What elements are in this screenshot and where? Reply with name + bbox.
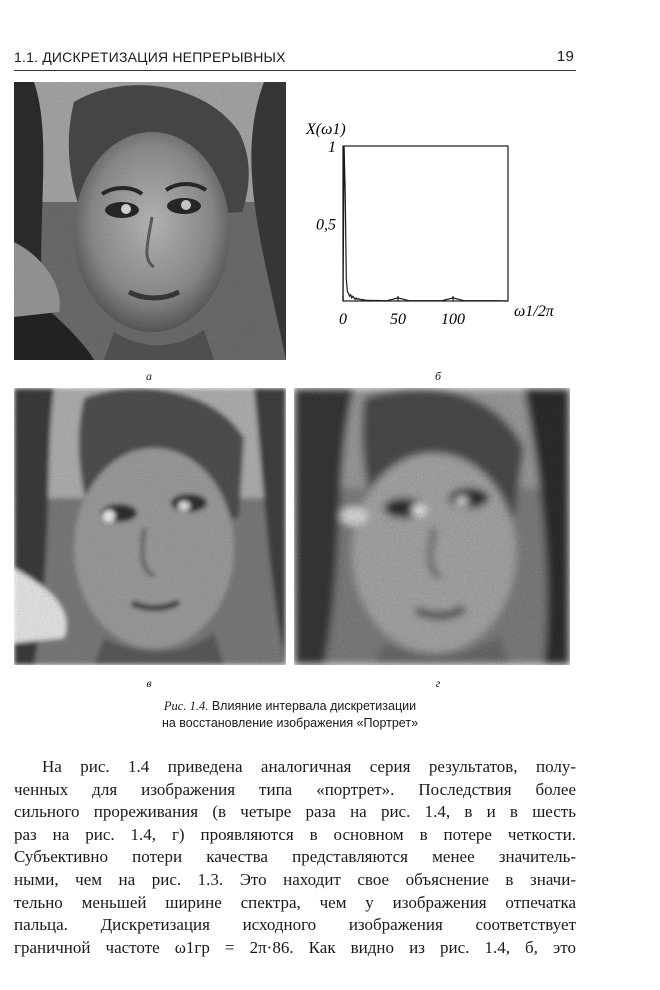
panel-label-a: а bbox=[146, 369, 152, 383]
body-line: ными, чем на рис. 1.3. Это находит свое объяснение в значи- bbox=[14, 869, 576, 889]
portrait-photo-icon bbox=[14, 388, 286, 665]
page-number: 19 bbox=[556, 48, 574, 65]
y-tick-label-1: 1 bbox=[328, 139, 336, 156]
figure-reference: Рис. 1.4. bbox=[163, 699, 209, 713]
y-axis-label: X(ω1) bbox=[306, 121, 346, 138]
x-axis-label: ω1/2π bbox=[514, 303, 554, 320]
section-title: 1.1. ДИСКРЕТИЗАЦИЯ НЕПРЕРЫВНЫХ bbox=[14, 49, 286, 65]
panel-label-v: в bbox=[146, 676, 152, 690]
x-tick-label-1: 50 bbox=[390, 311, 406, 328]
plot-frame bbox=[343, 146, 508, 301]
y-tick-label-0: 0,5 bbox=[316, 216, 336, 234]
body-line: тельно меньшей ширине спектра, чем у изображения отпечатка bbox=[14, 892, 576, 912]
running-header bbox=[14, 46, 574, 70]
spectrum-series-line bbox=[343, 146, 508, 301]
body-line: На рис. 1.4 приведена аналогичная серия результатов, полу- bbox=[42, 757, 576, 776]
x-tick-label-2: 100 bbox=[441, 311, 465, 328]
body-line: граничной частоте ω1гр = 2π·86. Как видно из рис. 1.4, б, это bbox=[14, 937, 576, 957]
body-paragraph bbox=[14, 756, 576, 959]
header-rule bbox=[14, 70, 576, 71]
body-line: Субъективно потери качества представляются менее значитель- bbox=[14, 847, 576, 867]
caption-line-1: Влияние интервала дискретизации bbox=[211, 699, 417, 713]
body-line: ченных для изображения типа «портрет». Последствия более bbox=[14, 779, 576, 799]
x-tick-label-0: 0 bbox=[339, 311, 347, 328]
figure-caption bbox=[60, 698, 520, 732]
spectrum-chart bbox=[296, 114, 576, 342]
caption-line-2: на восстановление изображения «Портрет» bbox=[161, 716, 419, 730]
body-line: раз на рис. 1.4, г) проявляются в основном в потере четкости. bbox=[14, 824, 576, 844]
body-line: сильного прореживания (в четыре раза на рис. 1.4, в и в шесть bbox=[14, 802, 576, 822]
panel-label-b: б bbox=[434, 369, 442, 383]
body-line: пальца. Дискретизация исходного изображения соответствует bbox=[14, 915, 576, 935]
portrait-photo-icon bbox=[14, 82, 286, 360]
portrait-photo-icon bbox=[294, 388, 570, 665]
panel-label-g: г bbox=[435, 676, 441, 690]
